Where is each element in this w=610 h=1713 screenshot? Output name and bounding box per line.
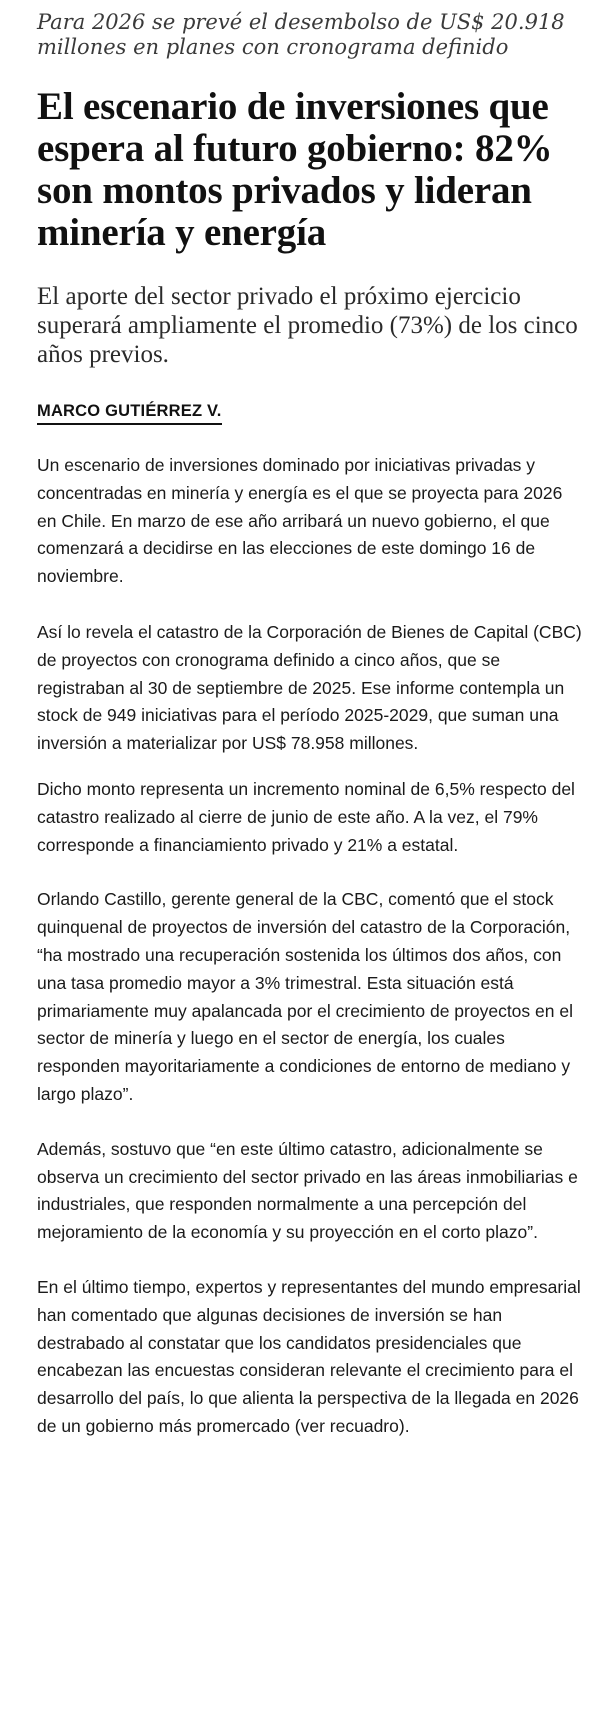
body-paragraph: Orlando Castillo, gerente general de la CBC, comentó que el stock quinquenal de proyectos de inversión del catastro de la Corporación, “ha mostrado una recuperación sostenida los últimos dos años, con una tasa promedio mayor a 3% trimestral. Esta situación está primariamente muy apalancada por el crecimiento de proyectos en el sector de minería y luego en el sector de energía, los cuales responden mayoritariamente a condiciones de entorno de mediano y largo plazo”.: [37, 889, 573, 1104]
article-body: [37, 452, 584, 1441]
body-paragraph: Un escenario de inversiones dominado por iniciativas privadas y concentradas en minería y energía es el que se proyecta para 2026 en Chile. En marzo de ese año arribará un nuevo gobierno, el que comenzará a decidirse en las elecciones de este domingo 16 de noviembre.: [37, 455, 563, 587]
article-kicker: Para 2026 se prevé el desembolso de US$ 20.918 millones en planes con cronograma definido: [37, 10, 565, 59]
body-paragraph: Dicho monto representa un incremento nominal de 6,5% respecto del catastro realizado al cierre de junio de este año. A la vez, el 79% corresponde a financiamiento privado y 21% a estatal.: [37, 778, 575, 855]
author-byline-link[interactable]: MARCO GUTIÉRREZ V.: [37, 402, 222, 425]
body-paragraph: Además, sostuvo que “en este último catastro, adicionalmente se observa un crecimiento del sector privado en las áreas inmobiliarias e industriales, que responden normalmente a una percepción del mejoramiento de la economía y su proyección en el corto plazo”.: [37, 1138, 578, 1243]
body-paragraph: En el último tiempo, expertos y representantes del mundo empresarial han comentado que algunas decisiones de inversión se han destrabado al constatar que los candidatos presidenciales que encabezan las encuestas consideran relevante el crecimiento para el desarrollo del país, lo que alienta la perspectiva de la llegada en 2026 de un gobierno más promercado (ver recuadro).: [37, 1276, 581, 1436]
body-paragraph: Así lo revela el catastro de la Corporación de Bienes de Capital (CBC) de proyectos con cronograma definido a cinco años, que se registraban al 30 de septiembre de 2025. Ese informe contempla un stock de 949 iniciativas para el período 2025-2029, que suman una inversión a materializar por US$ 78.958 millones.: [37, 621, 582, 754]
article-dek: El aporte del sector privado el próximo ejercicio superará ampliamente el promedio (73%) de los cinco años previos.: [37, 283, 578, 368]
article-headline: El escenario de inversiones que espera al futuro gobierno: 82% son montos privados y lideran minería y energía: [37, 85, 553, 254]
